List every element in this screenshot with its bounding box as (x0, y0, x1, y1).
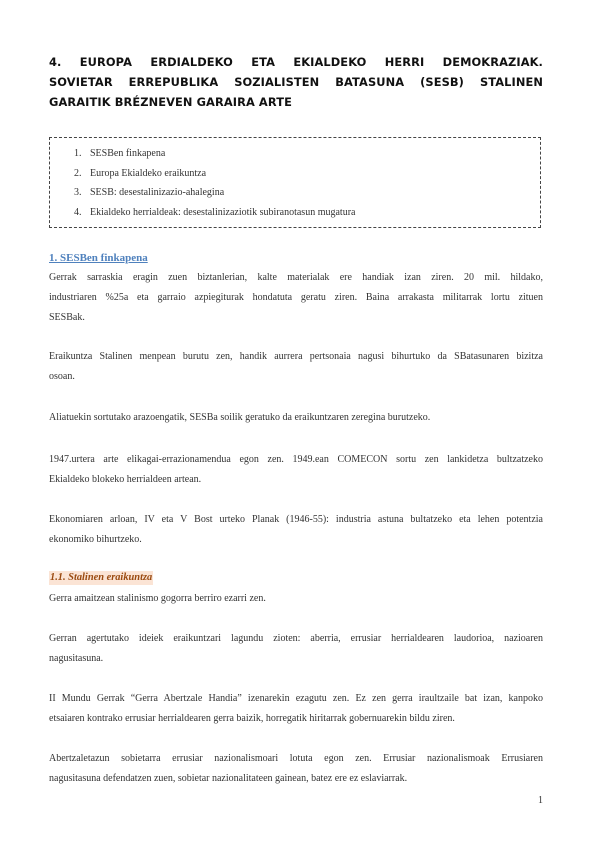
title-line: 4. EUROPA ERDIALDEKO ETA EKIALDEKO HERRI DEMOKRAZIAK. (49, 55, 543, 69)
toc-item-label: SESBen finkapena (90, 148, 166, 159)
table-of-contents (49, 137, 541, 228)
paragraph (49, 450, 543, 490)
toc-item[interactable] (74, 148, 165, 159)
paragraph (49, 689, 543, 729)
paragraph (49, 408, 543, 428)
paragraph-line: Abertzaletazun sobietarra errusiar nazionalismoari lotuta egon zen. Errusiar nazionalismoak Errusiaren (49, 753, 543, 764)
toc-item-label: SESB: desestalinizazio-ahalegina (90, 187, 225, 198)
paragraph-line: ekonomiko bihurtzeko. (49, 534, 142, 545)
paragraph-line: industriaren %25a eta garraio azpiegiturak hondatuta geratu ziren. Baina arrakasta militarrak lortu zituen (49, 292, 543, 303)
paragraph-line: Aliatuekin sortutako arazoengatik, SESBa soilik geratuko da eraikuntzaren zeregina burutzeko. (49, 412, 431, 423)
paragraph-line: osoan. (49, 371, 75, 382)
toc-item-number: 3. (74, 187, 82, 198)
paragraph-line: Ekonomiaren arloan, IV eta V Bost urteko Planak (1946-55): industria astuna bultatzeko eta lehen potentzia (49, 514, 543, 525)
toc-item-label: Europa Ekialdeko eraikuntza (90, 168, 207, 179)
paragraph (49, 749, 543, 789)
paragraph (49, 589, 543, 609)
paragraph-line: Gerran agertutako ideiek eraikuntzari lagundu zioten: aberria, errusiar herrialdearen laudorioa, nazioaren (49, 633, 543, 644)
paragraph-line: 1947.urtera arte elikagai-errazionamendua egon zen. 1949.ean COMECON sortu zen lankidetza bultzatzeko (49, 454, 543, 465)
paragraph-line: SESBak. (49, 312, 85, 323)
paragraph-line: Ekialdeko blokeko herrialdeen artean. (49, 474, 202, 485)
chapter-title (49, 52, 543, 112)
section-heading[interactable]: 1. SESBen finkapena (49, 252, 148, 264)
paragraph (49, 510, 543, 550)
paragraph (49, 347, 543, 387)
paragraph-line: II Mundu Gerrak “Gerra Abertzale Handia” izenarekin ezagutu zen. Ez zen gerra iraultzaile bat izan, kanpoko (49, 693, 543, 704)
toc-item-label: Ekialdeko herrialdeak: desestalinizaziotik subiranotasun mugatura (90, 207, 356, 218)
paragraph-line: nagusitasuna. (49, 653, 104, 664)
toc-item-number: 2. (74, 168, 82, 179)
toc-item[interactable] (74, 207, 355, 218)
title-line: SOVIETAR ERREPUBLIKA SOZIALISTEN BATASUNA (SESB) STALINEN (49, 75, 543, 89)
paragraph-line: nagusitasuna defendatzen zuen, sobietar nazionalitateen gainean, batez ere ez eslaviarrak. (49, 773, 408, 784)
toc-item-number: 4. (74, 207, 82, 218)
toc-item[interactable] (74, 187, 224, 198)
paragraph-line: Gerrak sarraskia eragin zuen biztanlerian, kalte materialak ere handiak izan ziren. 20 mil. hildako, (49, 272, 543, 283)
toc-item-number: 1. (74, 148, 82, 159)
title-line: GARAITIK BRÉZNEVEN GARAIRA ARTE (49, 95, 292, 109)
page-number: 1 (538, 795, 543, 806)
paragraph-line: Eraikuntza Stalinen menpean burutu zen, handik aurrera pertsonaia nagusi bihurtuko da SBatasunaren bizitza (49, 351, 543, 362)
paragraph (49, 629, 543, 669)
paragraph-line: etsaiaren kontrako errusiar herrialdearen gerra baizik, horregatik hiritarrak gobernuarekin bildu ziren. (49, 713, 455, 724)
paragraph (49, 268, 543, 328)
paragraph-line: Gerra amaitzean stalinismo gogorra berriro ezarri zen. (49, 593, 266, 604)
subsection-heading: 1.1. Stalinen eraikuntza (50, 572, 153, 583)
toc-item[interactable] (74, 168, 206, 179)
